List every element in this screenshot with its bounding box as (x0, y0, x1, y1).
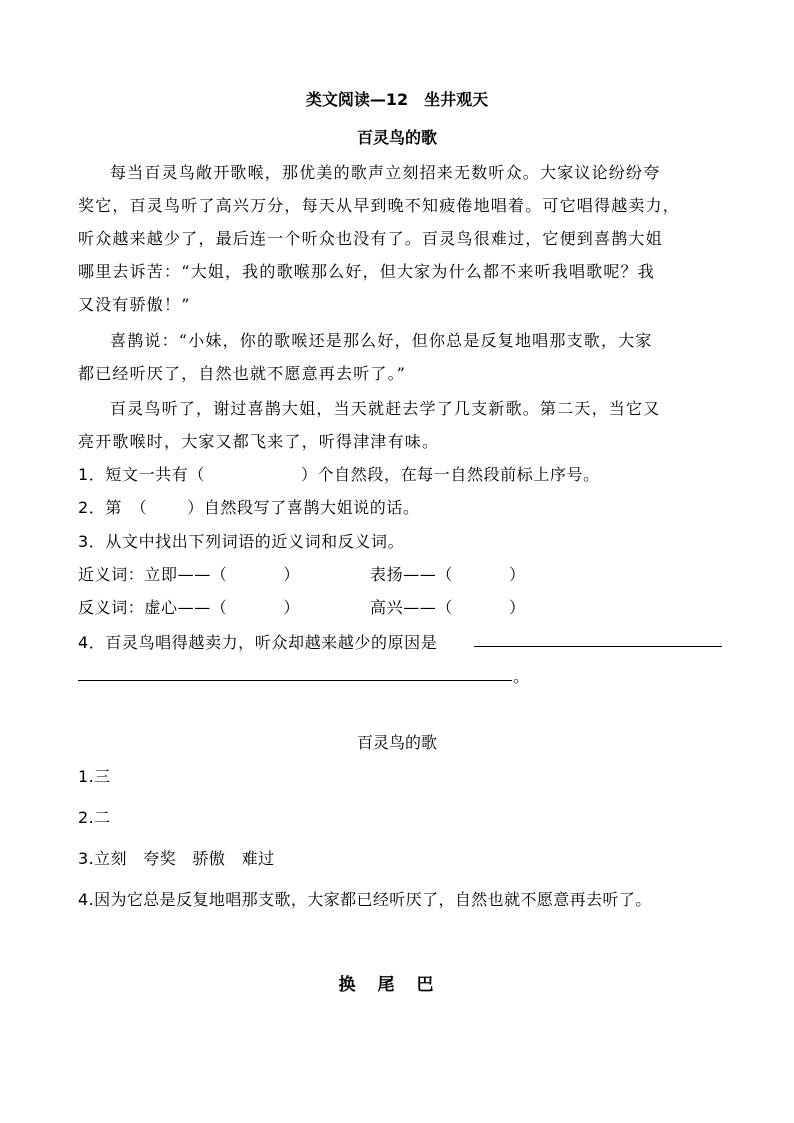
answer-line[interactable] (78, 680, 512, 681)
antonym-row: 反义词：虚心——（ ） (78, 598, 301, 617)
antonym-row-2: 高兴——（ ） (370, 598, 526, 617)
passage-line: 奖它，百灵鸟听了高兴万分，每天从早到晚不知疲倦地唱着。可它唱得越卖力， (78, 196, 681, 215)
next-section-title: 换尾巴 (338, 975, 456, 995)
answer-4: 4.因为它总是反复地唱那支歌，大家都已经听厌了，自然也就不愿意再去听了。 (78, 890, 652, 909)
passage-line: 亮开歌喉时，大家又都飞来了，听得津津有味。 (78, 432, 440, 451)
passage-title: 百灵鸟的歌 (356, 128, 437, 147)
passage-line: 都已经听厌了，自然也就不愿意再去听了。” (78, 364, 407, 383)
synonym-row-2: 表扬——（ ） (370, 565, 526, 584)
answer-line[interactable] (474, 646, 722, 647)
passage-line: 每当百灵鸟敞开歌喉，那优美的歌声立刻招来无数听众。大家议论纷纷夸 (110, 163, 661, 182)
question-4-end: 。 (513, 667, 530, 686)
synonym-row: 近义词：立即——（ ） (78, 565, 301, 584)
passage-line: 听众越来越少了，最后连一个听众也没有了。百灵鸟很难过，它便到喜鹊大姐 (78, 229, 663, 248)
answer-2: 2.二 (78, 808, 111, 827)
passage-line: 喜鹊说：“小妹，你的歌喉还是那么好，但你总是反复地唱那支歌，大家 (110, 331, 653, 350)
question-3: 3．从文中找出下列词语的近义词和反义词。 (78, 532, 405, 551)
question-4: 4．百灵鸟唱得越卖力，听众却越来越少的原因是 (78, 633, 438, 652)
answer-3: 3.立刻 夸奖 骄傲 难过 (78, 849, 275, 868)
passage-line: 哪里去诉苦：“大姐，我的歌喉那么好，但大家为什么都不来听我唱歌呢？我 (78, 262, 655, 281)
page-title: 类文阅读—12 坐井观天 (305, 90, 489, 109)
question-1: 1．短文一共有（ ）个自然段，在每一自然段前标上序号。 (78, 465, 600, 484)
question-2: 2．第 （ ）自然段写了喜鹊大姐说的话。 (78, 498, 420, 517)
passage-line: 又没有骄傲！” (78, 295, 191, 314)
answer-1: 1.三 (78, 767, 111, 786)
answers-heading: 百灵鸟的歌 (356, 733, 437, 752)
passage-line: 百灵鸟听了，谢过喜鹊大姐，当天就赶去学了几支新歌。第二天，当它又 (110, 399, 661, 418)
